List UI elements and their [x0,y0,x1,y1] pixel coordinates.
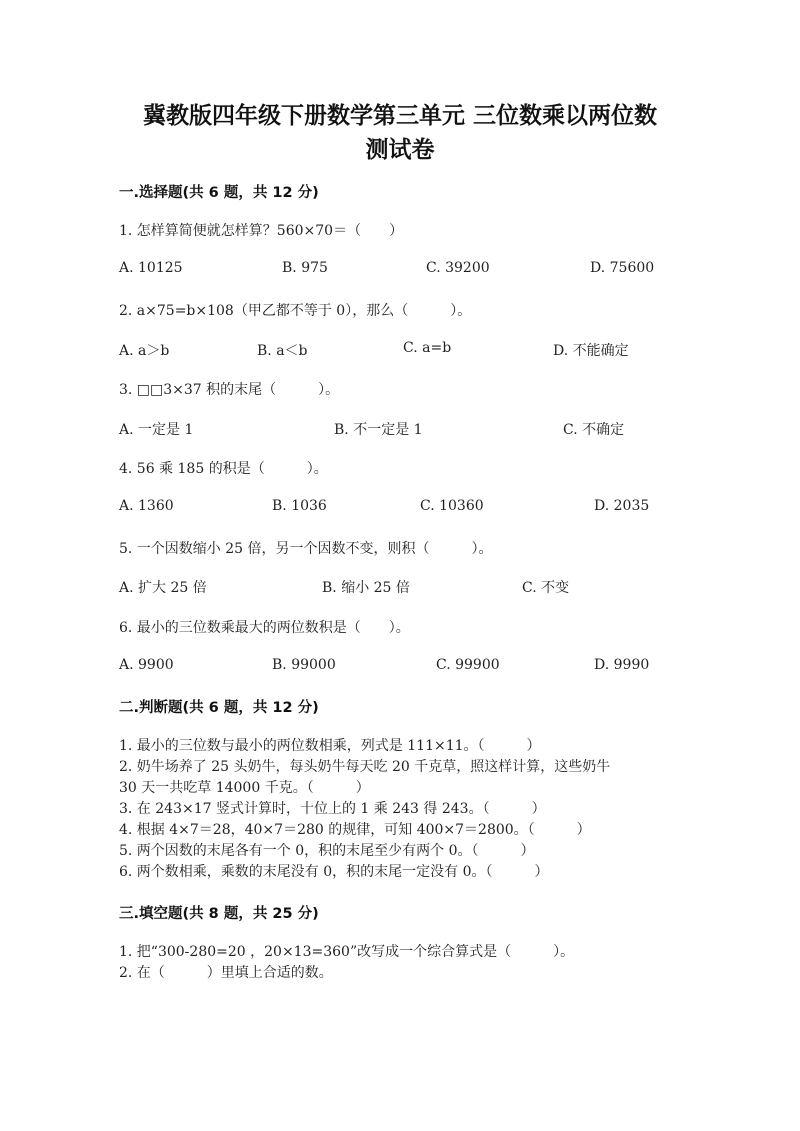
choice-q2-option-b: B. a＜b [257,343,308,359]
choice-q4-option-c: C. 10360 [420,498,484,514]
choice-q3-option-c: C. 不确定 [563,422,625,438]
choice-q6-option-a: A. 9900 [119,657,174,673]
judge-line-4: 3. 在 243×17 竖式计算时，十位上的 1 乘 243 得 243。（ ） [119,801,546,817]
choice-q1-option-c: C. 39200 [426,260,490,276]
choice-q2-option-a: A. a＞b [119,343,170,359]
choice-q1-option-a: A. 10125 [119,260,183,276]
choice-q2-option-d: D. 不能确定 [553,343,629,359]
choice-q5-option-c: C. 不变 [522,580,570,596]
choice-question-5: 5. 一个因数缩小 25 倍，另一个因数不变，则积（ ）。 [119,541,493,557]
judge-line-7: 6. 两个数相乘，乘数的末尾没有 0，积的末尾一定没有 0。（ ） [119,864,549,880]
section-header-judge: 二.判断题(共 6 题，共 12 分) [119,700,319,716]
choice-question-3: 3. □□3×37 积的末尾（ ）。 [119,382,340,398]
page-title-line2: 测试卷 [365,137,435,163]
choice-q3-option-b: B. 不一定是 1 [334,422,423,438]
choice-q6-option-b: B. 99000 [272,657,336,673]
choice-q5-option-b: B. 缩小 25 倍 [322,580,410,596]
choice-q1-option-d: D. 75600 [590,260,655,276]
choice-q4-option-d: D. 2035 [594,498,650,514]
choice-q5-option-a: A. 扩大 25 倍 [119,580,207,596]
judge-line-6: 5. 两个因数的末尾各有一个 0，积的末尾至少有两个 0。（ ） [119,843,535,859]
section-header-choice: 一.选择题(共 6 题，共 12 分) [119,185,319,201]
judge-line-5: 4. 根据 4×7＝28，40×7＝280 的规律，可知 400×7＝2800。（ ） [119,822,591,838]
choice-q2-option-c: C. a=b [403,340,452,356]
judge-line-1: 1. 最小的三位数与最小的两位数相乘，列式是 111×11。（ ） [119,738,541,754]
choice-q4-option-b: B. 1036 [272,498,327,514]
choice-q1-option-b: B. 975 [282,260,328,276]
choice-question-6: 6. 最小的三位数乘最大的两位数积是（ ）。 [119,620,410,636]
fill-line-2: 2. 在（ ）里填上合适的数。 [119,965,333,981]
choice-q6-option-c: C. 99900 [436,657,500,673]
choice-question-4: 4. 56 乘 185 的积是（ ）。 [119,461,328,477]
judge-line-2: 2. 奶牛场养了 25 头奶牛，每头奶牛每天吃 20 千克草，照这样计算，这些奶牛 [119,759,611,775]
page-title-line1: 冀教版四年级下册数学第三单元 三位数乘以两位数 [142,103,657,129]
section-header-fill: 三.填空题(共 8 题，共 25 分) [119,906,319,922]
choice-question-1: 1. 怎样算简便就怎样算？560×70＝（ ） [119,223,404,239]
choice-q6-option-d: D. 9990 [594,657,650,673]
choice-q3-option-a: A. 一定是 1 [119,422,194,438]
judge-line-3: 30 天一共吃草 14000 千克。（ ） [119,780,370,796]
fill-line-1: 1. 把“300-280=20 ，20×13=360”改写成一个综合算式是（ ）。 [119,944,575,960]
choice-q4-option-a: A. 1360 [119,498,174,514]
choice-question-2: 2. a×75=b×108（甲乙都不等于 0），那么（ ）。 [119,303,472,319]
